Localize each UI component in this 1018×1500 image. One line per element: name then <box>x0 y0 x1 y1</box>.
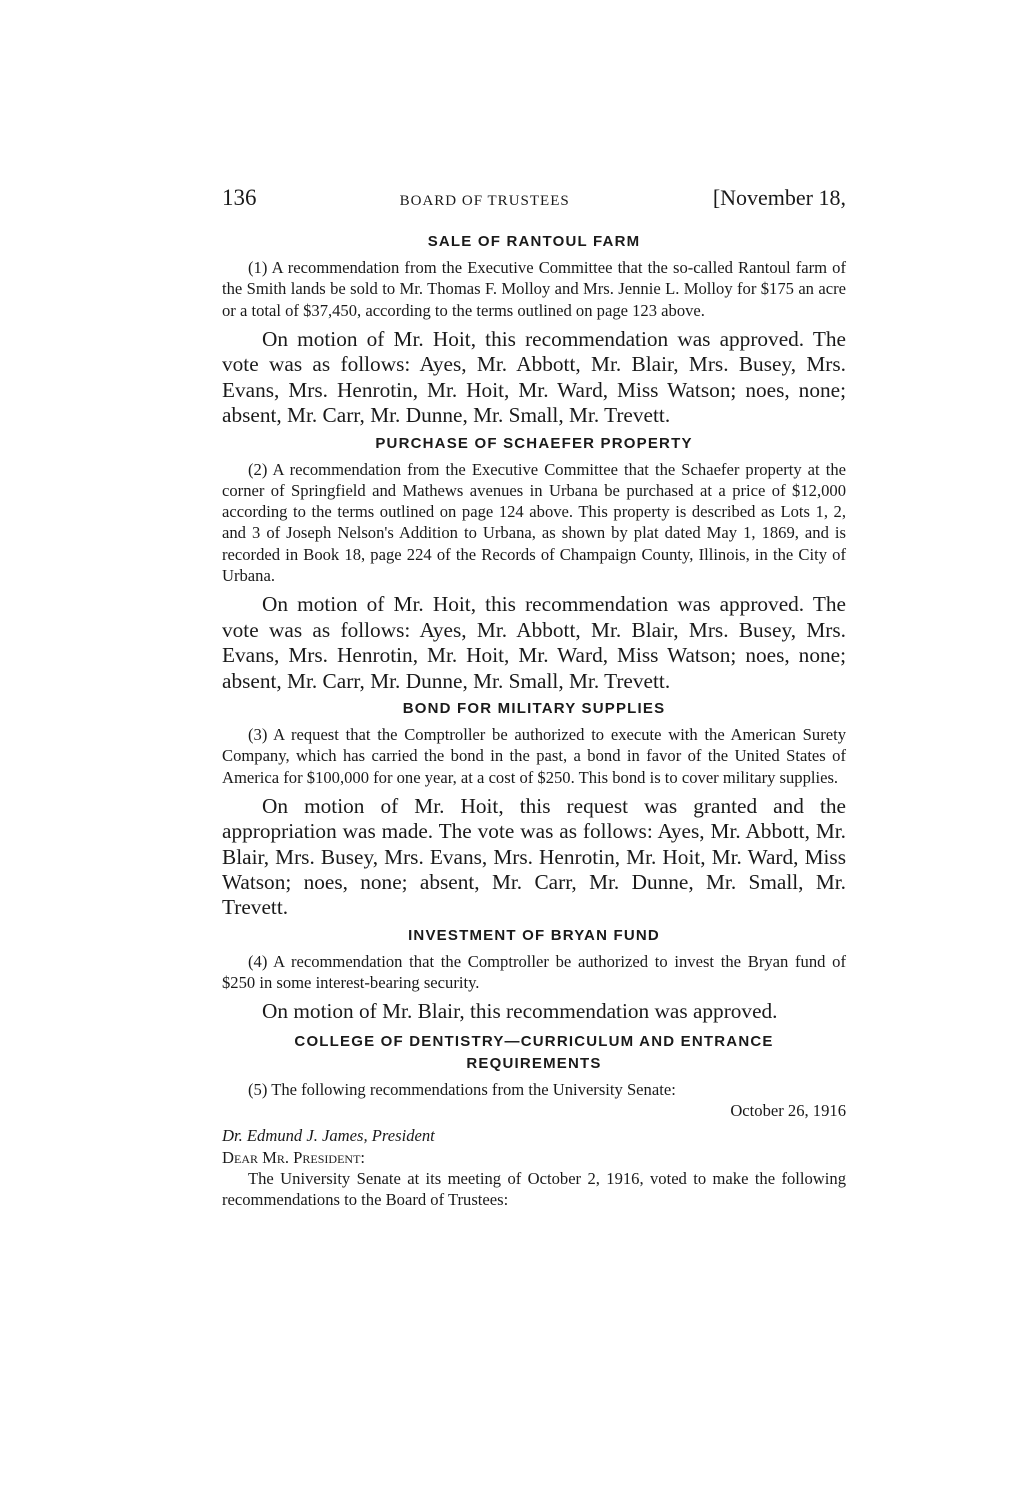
section-heading-dentistry <box>222 1031 846 1075</box>
item-paragraph-4: (4) A recommendation that the Comptroller be authorized to invest the Bryan fund of $250 in some interest-bearing security. <box>222 951 846 993</box>
section-heading-dentistry-line1: COLLEGE OF DENTISTRY—CURRICULUM AND ENTRANCE <box>294 1032 774 1050</box>
section-heading-dentistry-line2: REQUIREMENTS <box>466 1054 602 1072</box>
motion-paragraph-1: On motion of Mr. Hoit, this recommendation was approved. The vote was as follows: Ayes, Mr. Abbott, Mr. Blair, Mrs. Busey, Mrs. Evans, Mrs. Henrotin, Mr. Hoit, Mr. Ward, Miss Watson; noes, none; absent, Mr. Carr, Mr. Dunne, Mr. Small, Mr. Trevett. <box>222 326 846 428</box>
page-number: 136 <box>222 185 257 210</box>
letter-date: October 26, 1916 <box>730 1101 846 1121</box>
item-paragraph-3: (3) A request that the Comptroller be authorized to execute with the American Surety Company, which has carried the bond in the past, a bond in favor of the United States of America for $100,000 for one year, at a cost of $250. This bond is to cover military supplies. <box>222 724 846 787</box>
motion-paragraph-3: On motion of Mr. Hoit, this request was granted and the appropriation was made. The vote was as follows: Ayes, Mr. Abbott, Mr. Blair, Mrs. Busey, Mrs. Evans, Mrs. Henrotin, Mr. Hoit, Mr. Ward, Miss Watson; noes, none; absent, Mr. Carr, Mr. Dunne, Mr. Small, Mr. Trevett. <box>222 793 846 920</box>
running-header <box>222 185 846 215</box>
running-date: [November 18, <box>712 185 846 210</box>
motion-paragraph-2: On motion of Mr. Hoit, this recommendation was approved. The vote was as follows: Ayes, Mr. Abbott, Mr. Blair, Mrs. Busey, Mrs. Evans, Mrs. Henrotin, Mr. Hoit, Mr. Ward, Miss Watson; noes, none; absent, Mr. Carr, Mr. Dunne, Mr. Small, Mr. Trevett. <box>222 592 846 693</box>
item-paragraph-1: (1) A recommendation from the Executive Committee that the so-called Rantoul farm of the Smith lands be sold to Mr. Thomas F. Molloy and Mrs. Jennie L. Molloy for $175 an acre or a total of $37,450, according to the terms outlined on page 123 above. <box>222 258 846 320</box>
item-paragraph-5: (5) The following recommendations from the University Senate: <box>248 1079 676 1099</box>
section-heading-bryan-fund: INVESTMENT OF BRYAN FUND <box>408 926 660 944</box>
section-heading-rantoul-farm: SALE OF RANTOUL FARM <box>427 233 641 250</box>
motion-paragraph-4: On motion of Mr. Blair, this recommendation was approved. <box>262 999 778 1024</box>
running-title: BOARD OF TRUSTEES <box>399 193 570 209</box>
section-heading-military-bond: BOND FOR MILITARY SUPPLIES <box>402 699 666 717</box>
letter-salutation: Dear Mr. President: <box>222 1147 366 1167</box>
section-heading-schaefer-property: PURCHASE OF SCHAEFER PROPERTY <box>375 434 693 452</box>
item-paragraph-2: (2) A recommendation from the Executive Committee that the Schaefer property at the corner of Springfield and Mathews avenues in Urbana be purchased at a price of $12,000 according to the terms outlined on page 124 above. This property is described as Lots 1, 2, and 3 of Joseph Nelson's Addition to Urbana, as shown by plat dated May 1, 1869, and is recorded in Book 18, page 224 of the Records of Champaign County, Illinois, in the City of Urbana. <box>222 459 846 585</box>
letter-addressee: Dr. Edmund J. James, President <box>222 1126 435 1146</box>
letter-body: The University Senate at its meeting of October 2, 1916, voted to make the following recommendations to the Board of Trustees: <box>222 1169 846 1210</box>
